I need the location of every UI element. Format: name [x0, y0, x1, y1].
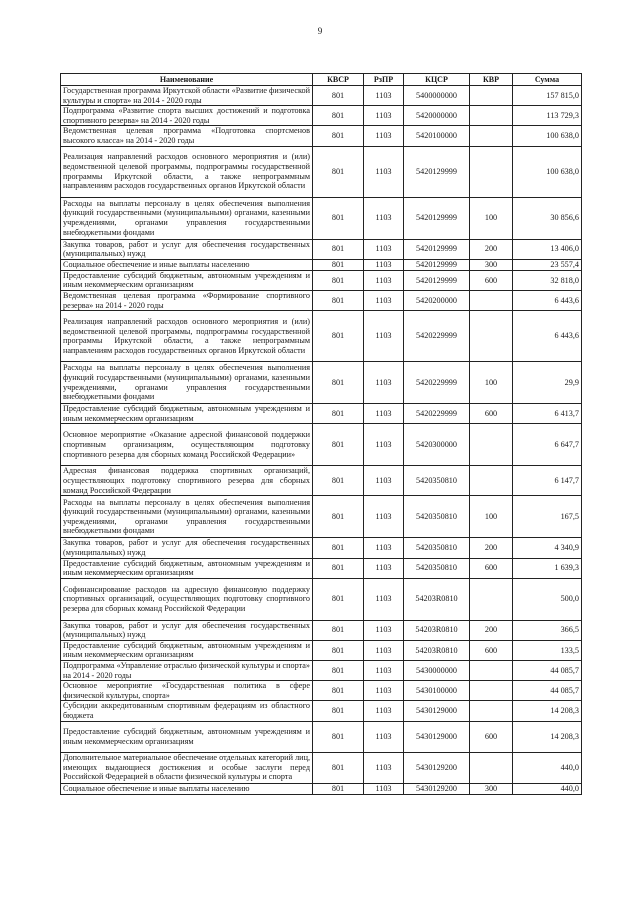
table-row — [61, 752, 582, 783]
cell-name: Предоставление субсидий бюджетным, автономным учреждениям и иным некоммерческим организациям — [61, 640, 313, 660]
cell-sum: 6 443,6 — [513, 290, 582, 310]
cell-kvr: 600 — [470, 404, 513, 424]
table-row — [61, 701, 582, 721]
cell-sum: 44 085,7 — [513, 681, 582, 701]
cell-rzpr: 1103 — [364, 752, 404, 783]
header-kcsr: КЦСР — [404, 74, 470, 86]
cell-name: Закупка товаров, работ и услуг для обеспечения государственных (муниципальных) нужд — [61, 538, 313, 558]
cell-kvr — [470, 681, 513, 701]
cell-sum: 4 340,9 — [513, 538, 582, 558]
table-row — [61, 681, 582, 701]
header-kvr: КВР — [470, 74, 513, 86]
cell-sum: 13 406,0 — [513, 239, 582, 259]
cell-sum: 6 413,7 — [513, 404, 582, 424]
cell-rzpr: 1103 — [364, 558, 404, 578]
cell-name: Закупка товаров, работ и услуг для обеспечения государственных (муниципальных) нужд — [61, 620, 313, 640]
cell-sum: 44 085,7 — [513, 661, 582, 681]
cell-kcsr: 5420229999 — [404, 311, 470, 362]
cell-kvr: 600 — [470, 640, 513, 660]
cell-name: Подпрограмма «Управление отраслью физической культуры и спорта» на 2014 - 2020 годы — [61, 661, 313, 681]
cell-rzpr: 1103 — [364, 404, 404, 424]
cell-kvr — [470, 146, 513, 197]
cell-sum: 29,9 — [513, 362, 582, 404]
table-row — [61, 783, 582, 794]
cell-name: Расходы на выплаты персоналу в целях обеспечения выполнения функций государственными (муниципальными) органами, казенными учреждениями, органами управления государственными внебюджетными фондами — [61, 496, 313, 538]
cell-kvsr: 801 — [313, 620, 364, 640]
cell-rzpr: 1103 — [364, 86, 404, 106]
cell-sum: 14 208,3 — [513, 701, 582, 721]
cell-kvsr: 801 — [313, 290, 364, 310]
table-row — [61, 290, 582, 310]
table-row — [61, 259, 582, 270]
cell-kvr — [470, 86, 513, 106]
cell-kvsr: 801 — [313, 701, 364, 721]
cell-kvsr: 801 — [313, 578, 364, 620]
cell-kcsr: 5420229999 — [404, 362, 470, 404]
cell-rzpr: 1103 — [364, 146, 404, 197]
cell-kcsr: 5420129999 — [404, 146, 470, 197]
table-row — [61, 538, 582, 558]
cell-rzpr: 1103 — [364, 721, 404, 752]
cell-kcsr: 5420129999 — [404, 259, 470, 270]
table-row — [61, 496, 582, 538]
cell-kcsr: 5430129200 — [404, 752, 470, 783]
cell-rzpr: 1103 — [364, 783, 404, 794]
cell-sum: 30 856,6 — [513, 197, 582, 239]
cell-sum: 133,5 — [513, 640, 582, 660]
cell-kvsr: 801 — [313, 86, 364, 106]
cell-name: Подпрограмма «Развитие спорта высших достижений и подготовка спортивного резерва» на 2014 - 2020 годы — [61, 106, 313, 126]
cell-kcsr: 5420129999 — [404, 197, 470, 239]
cell-sum: 167,5 — [513, 496, 582, 538]
cell-rzpr: 1103 — [364, 197, 404, 239]
cell-kvsr: 801 — [313, 466, 364, 496]
table-row — [61, 86, 582, 106]
cell-name: Предоставление субсидий бюджетным, автономным учреждениям и иным некоммерческим организациям — [61, 404, 313, 424]
cell-kcsr: 54203R0810 — [404, 640, 470, 660]
cell-kcsr: 5420300000 — [404, 424, 470, 466]
table-row — [61, 466, 582, 496]
cell-kvr: 300 — [470, 259, 513, 270]
cell-name: Ведомственная целевая программа «Подготовка спортсменов высокого класса» на 2014 - 2020 годы — [61, 126, 313, 146]
cell-kvsr: 801 — [313, 538, 364, 558]
cell-kvsr: 801 — [313, 259, 364, 270]
cell-kvr — [470, 578, 513, 620]
cell-kvsr: 801 — [313, 661, 364, 681]
table-row — [61, 558, 582, 578]
cell-kcsr: 5430100000 — [404, 681, 470, 701]
header-kvsr: КВСР — [313, 74, 364, 86]
cell-name: Предоставление субсидий бюджетным, автономным учреждениям и иным некоммерческим организациям — [61, 558, 313, 578]
cell-kvr: 100 — [470, 362, 513, 404]
cell-name: Предоставление субсидий бюджетным, автономным учреждениям и иным некоммерческим организациям — [61, 270, 313, 290]
cell-kvr: 200 — [470, 239, 513, 259]
cell-kcsr: 5420100000 — [404, 126, 470, 146]
cell-sum: 1 639,3 — [513, 558, 582, 578]
cell-kvsr: 801 — [313, 146, 364, 197]
cell-kcsr: 54203R0810 — [404, 578, 470, 620]
cell-kvr: 600 — [470, 721, 513, 752]
cell-sum: 23 557,4 — [513, 259, 582, 270]
cell-kvsr: 801 — [313, 752, 364, 783]
cell-kvsr: 801 — [313, 424, 364, 466]
table-row — [61, 578, 582, 620]
cell-kcsr: 5430129000 — [404, 721, 470, 752]
cell-rzpr: 1103 — [364, 640, 404, 660]
cell-sum: 32 818,0 — [513, 270, 582, 290]
cell-kvsr: 801 — [313, 197, 364, 239]
cell-kvr: 600 — [470, 558, 513, 578]
cell-kcsr: 5430129200 — [404, 783, 470, 794]
cell-kcsr: 5420350810 — [404, 496, 470, 538]
table-row — [61, 197, 582, 239]
cell-kvsr: 801 — [313, 721, 364, 752]
cell-kvsr: 801 — [313, 496, 364, 538]
cell-rzpr: 1103 — [364, 620, 404, 640]
cell-name: Ведомственная целевая программа «Формирование спортивного резерва» на 2014 - 2020 годы — [61, 290, 313, 310]
cell-kcsr: 5420229999 — [404, 404, 470, 424]
cell-rzpr: 1103 — [364, 239, 404, 259]
cell-sum: 157 815,0 — [513, 86, 582, 106]
cell-rzpr: 1103 — [364, 311, 404, 362]
cell-kvsr: 801 — [313, 558, 364, 578]
cell-kcsr: 5430000000 — [404, 661, 470, 681]
cell-kcsr: 5420129999 — [404, 239, 470, 259]
cell-sum: 100 638,0 — [513, 146, 582, 197]
page-number: 9 — [317, 26, 323, 36]
cell-kvsr: 801 — [313, 270, 364, 290]
cell-name: Основное мероприятие «Государственная политика в сфере физической культуры, спорта» — [61, 681, 313, 701]
table-row — [61, 362, 582, 404]
cell-rzpr: 1103 — [364, 362, 404, 404]
cell-name: Основное мероприятие «Оказание адресной финансовой поддержки спортивным организациям, осуществляющим подготовку спортивного резерва для сборных команд Российской Федерации» — [61, 424, 313, 466]
cell-kvsr: 801 — [313, 681, 364, 701]
cell-kcsr: 5420000000 — [404, 106, 470, 126]
cell-sum: 113 729,3 — [513, 106, 582, 126]
cell-name: Субсидии аккредитованным спортивным федерациям из областного бюджета — [61, 701, 313, 721]
cell-rzpr: 1103 — [364, 290, 404, 310]
cell-sum: 366,5 — [513, 620, 582, 640]
cell-sum: 100 638,0 — [513, 126, 582, 146]
cell-kcsr: 5420350810 — [404, 558, 470, 578]
cell-kvsr: 801 — [313, 404, 364, 424]
cell-kcsr: 5420129999 — [404, 270, 470, 290]
cell-kcsr: 5420350810 — [404, 538, 470, 558]
cell-kcsr: 54203R0810 — [404, 620, 470, 640]
cell-sum: 6 147,7 — [513, 466, 582, 496]
cell-rzpr: 1103 — [364, 466, 404, 496]
table-row — [61, 106, 582, 126]
cell-name: Реализация направлений расходов основного мероприятия и (или) ведомственной целевой программы, подпрограммы государственной программы Иркутской области, а также непрограммным направлениям расходов государственных органов Иркутской области — [61, 146, 313, 197]
cell-kvsr: 801 — [313, 362, 364, 404]
cell-sum: 6 443,6 — [513, 311, 582, 362]
cell-rzpr: 1103 — [364, 106, 404, 126]
cell-sum: 440,0 — [513, 752, 582, 783]
cell-kvsr: 801 — [313, 106, 364, 126]
cell-rzpr: 1103 — [364, 661, 404, 681]
cell-name: Расходы на выплаты персоналу в целях обеспечения выполнения функций государственными (муниципальными) органами, казенными учреждениями, органами управления государственными внебюджетными фондами — [61, 362, 313, 404]
cell-kvr — [470, 661, 513, 681]
cell-kvr — [470, 106, 513, 126]
table-row — [61, 661, 582, 681]
table-row — [61, 146, 582, 197]
cell-kvr — [470, 424, 513, 466]
cell-sum: 6 647,7 — [513, 424, 582, 466]
cell-name: Расходы на выплаты персоналу в целях обеспечения выполнения функций государственными (муниципальными) органами, казенными учреждениями, органами управления государственными внебюджетными фондами — [61, 197, 313, 239]
header-sum: Сумма — [513, 74, 582, 86]
table-row — [61, 311, 582, 362]
cell-sum: 500,0 — [513, 578, 582, 620]
cell-rzpr: 1103 — [364, 701, 404, 721]
cell-kvsr: 801 — [313, 640, 364, 660]
cell-kcsr: 5400000000 — [404, 86, 470, 106]
cell-rzpr: 1103 — [364, 126, 404, 146]
cell-kvr — [470, 290, 513, 310]
cell-sum: 440,0 — [513, 783, 582, 794]
cell-kvr — [470, 126, 513, 146]
cell-kvsr: 801 — [313, 783, 364, 794]
cell-kvr — [470, 701, 513, 721]
cell-name: Софинансирование расходов на адресную финансовую поддержку спортивных организаций, осуществляющих подготовку спортивного резерва для сборных команд Российской Федерации — [61, 578, 313, 620]
table-row — [61, 404, 582, 424]
header-rzpr: РзПР — [364, 74, 404, 86]
table-row — [61, 239, 582, 259]
cell-kvr — [470, 466, 513, 496]
budget-table — [60, 73, 582, 795]
cell-kvr: 200 — [470, 620, 513, 640]
header-name: Наименование — [61, 74, 313, 86]
table-row — [61, 620, 582, 640]
cell-kcsr: 5430129000 — [404, 701, 470, 721]
cell-sum: 14 208,3 — [513, 721, 582, 752]
cell-rzpr: 1103 — [364, 578, 404, 620]
cell-kvr: 100 — [470, 496, 513, 538]
cell-rzpr: 1103 — [364, 424, 404, 466]
table-row — [61, 640, 582, 660]
cell-rzpr: 1103 — [364, 270, 404, 290]
cell-name: Предоставление субсидий бюджетным, автономным учреждениям и иным некоммерческим организациям — [61, 721, 313, 752]
cell-rzpr: 1103 — [364, 259, 404, 270]
cell-kvsr: 801 — [313, 239, 364, 259]
table-header-row — [61, 74, 582, 86]
cell-kvr — [470, 311, 513, 362]
cell-kvr — [470, 752, 513, 783]
table-row — [61, 424, 582, 466]
table-row — [61, 721, 582, 752]
cell-rzpr: 1103 — [364, 496, 404, 538]
cell-name: Дополнительное материальное обеспечение отдельных категорий лиц, имеющих выдающиеся достижения и особые заслуги перед Российской Федерацией в области физической культуры и спорта — [61, 752, 313, 783]
table-body — [61, 86, 582, 795]
cell-kvr: 600 — [470, 270, 513, 290]
cell-rzpr: 1103 — [364, 681, 404, 701]
cell-kcsr: 5420350810 — [404, 466, 470, 496]
cell-kvr: 300 — [470, 783, 513, 794]
cell-kvsr: 801 — [313, 311, 364, 362]
cell-kvr: 200 — [470, 538, 513, 558]
cell-name: Государственная программа Иркутской области «Развитие физической культуры и спорта» на 2014 - 2020 годы — [61, 86, 313, 106]
cell-rzpr: 1103 — [364, 538, 404, 558]
cell-kvsr: 801 — [313, 126, 364, 146]
table-row — [61, 270, 582, 290]
table-row — [61, 126, 582, 146]
cell-name: Социальное обеспечение и иные выплаты населению — [61, 259, 313, 270]
cell-name: Реализация направлений расходов основного мероприятия и (или) ведомственной целевой программы, подпрограммы государственной программы Иркутской области, а также непрограммным направлениям расходов государственных органов Иркутской области — [61, 311, 313, 362]
cell-name: Социальное обеспечение и иные выплаты населению — [61, 783, 313, 794]
cell-kcsr: 5420200000 — [404, 290, 470, 310]
cell-kvr: 100 — [470, 197, 513, 239]
cell-name: Закупка товаров, работ и услуг для обеспечения государственных (муниципальных) нужд — [61, 239, 313, 259]
cell-name: Адресная финансовая поддержка спортивных организаций, осуществляющих подготовку спортивного резерва для сборных команд Российской Федерации — [61, 466, 313, 496]
